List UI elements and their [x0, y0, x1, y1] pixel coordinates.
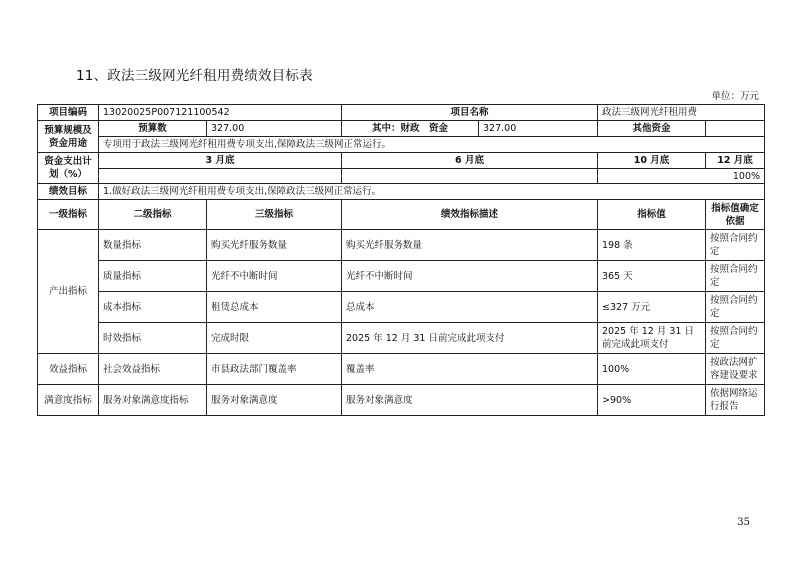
value-march [99, 169, 342, 184]
output-indicator-label: 产出指标 [38, 230, 99, 354]
indicator-description: 光纤不中断时间 [342, 261, 598, 292]
project-name-value: 政法三级网光纤租用费 [598, 105, 765, 121]
other-fund-label: 其他资金 [598, 121, 706, 137]
indicator-basis: 按照合同约定 [706, 292, 765, 323]
indicator-level3: 购买光纤服务数量 [207, 230, 342, 261]
fiscal-fund-label: 其中：财政 资金 [342, 121, 479, 137]
indicator-level2: 时效指标 [99, 323, 207, 354]
indicator-level3: 服务对象满意度 [207, 385, 342, 416]
indicator-value: 198 条 [598, 230, 706, 261]
indicator-description: 购买光纤服务数量 [342, 230, 598, 261]
indicator-level3: 完成时限 [207, 323, 342, 354]
indicator-level2: 数量指标 [99, 230, 207, 261]
header-description: 绩效指标描述 [342, 200, 598, 230]
budget-amount-label: 预算数 [99, 121, 207, 137]
spending-plan-header-row [38, 153, 765, 169]
indicator-value: 365 天 [598, 261, 706, 292]
period-june: 6 月底 [342, 153, 598, 169]
table-row [38, 292, 765, 323]
spending-plan-value-row [38, 169, 765, 184]
table-row [38, 230, 765, 261]
indicator-value: 2025 年 12 月 31 日前完成此项支付 [598, 323, 706, 354]
header-basis: 指标值确定依据 [706, 200, 765, 230]
table-row [38, 354, 765, 385]
project-code-row [38, 105, 765, 121]
budget-amount-value: 327.00 [207, 121, 342, 137]
budget-purpose: 专项用于政法三级网光纤租用费专项支出,保障政法三级网正常运行。 [99, 137, 765, 153]
budget-label: 预算规模及资金用途 [38, 121, 99, 153]
indicator-level2: 成本指标 [99, 292, 207, 323]
budget-purpose-row [38, 137, 765, 153]
goal-label: 绩效目标 [38, 184, 99, 200]
period-october: 10 月底 [598, 153, 706, 169]
benefit-indicator-label: 效益指标 [38, 354, 99, 385]
value-october-december: 100% [598, 169, 765, 184]
table-title: 11、政法三级网光纤租用费绩效目标表 [76, 68, 313, 84]
indicator-level2: 社会效益指标 [99, 354, 207, 385]
indicator-description: 总成本 [342, 292, 598, 323]
indicator-level2: 服务对象满意度指标 [99, 385, 207, 416]
indicator-value: ≤327 万元 [598, 292, 706, 323]
table-row [38, 261, 765, 292]
performance-target-table [37, 104, 765, 416]
header-value: 指标值 [598, 200, 706, 230]
satisfaction-indicator-label: 满意度指标 [38, 385, 99, 416]
indicator-header-row [38, 200, 765, 230]
project-code-value: 13020025P007121100542 [99, 105, 342, 121]
indicator-description: 服务对象满意度 [342, 385, 598, 416]
indicator-basis: 依据网络运行报告 [706, 385, 765, 416]
header-level2: 二级指标 [99, 200, 207, 230]
table-row [38, 323, 765, 354]
indicator-level3: 光纤不中断时间 [207, 261, 342, 292]
table-row [38, 385, 765, 416]
header-level1: 一级指标 [38, 200, 99, 230]
indicator-value: 100% [598, 354, 706, 385]
budget-row [38, 121, 765, 137]
page-number: 35 [737, 517, 750, 528]
unit-label: 单位：万元 [711, 91, 759, 102]
header-level3: 三级指标 [207, 200, 342, 230]
goal-row [38, 184, 765, 200]
project-name-label: 项目名称 [342, 105, 598, 121]
indicator-value: >90% [598, 385, 706, 416]
indicator-basis: 按照合同约定 [706, 323, 765, 354]
indicator-level3: 租赁总成本 [207, 292, 342, 323]
fiscal-fund-value: 327.00 [479, 121, 598, 137]
indicator-level2: 质量指标 [99, 261, 207, 292]
project-code-label: 项目编码 [38, 105, 99, 121]
indicator-basis: 按照合同约定 [706, 261, 765, 292]
value-june [342, 169, 598, 184]
period-march: 3 月底 [99, 153, 342, 169]
indicator-basis: 按政法网扩容建设要求 [706, 354, 765, 385]
indicator-level3: 市县政法部门覆盖率 [207, 354, 342, 385]
indicator-description: 2025 年 12 月 31 日前完成此项支付 [342, 323, 598, 354]
period-december: 12 月底 [706, 153, 765, 169]
goal-text: 1.做好政法三级网光纤租用费专项支出,保障政法三级网正常运行。 [99, 184, 765, 200]
other-fund-value [706, 121, 765, 137]
indicator-basis: 按照合同约定 [706, 230, 765, 261]
spending-plan-label: 资金支出计划（%） [38, 153, 99, 184]
indicator-description: 覆盖率 [342, 354, 598, 385]
